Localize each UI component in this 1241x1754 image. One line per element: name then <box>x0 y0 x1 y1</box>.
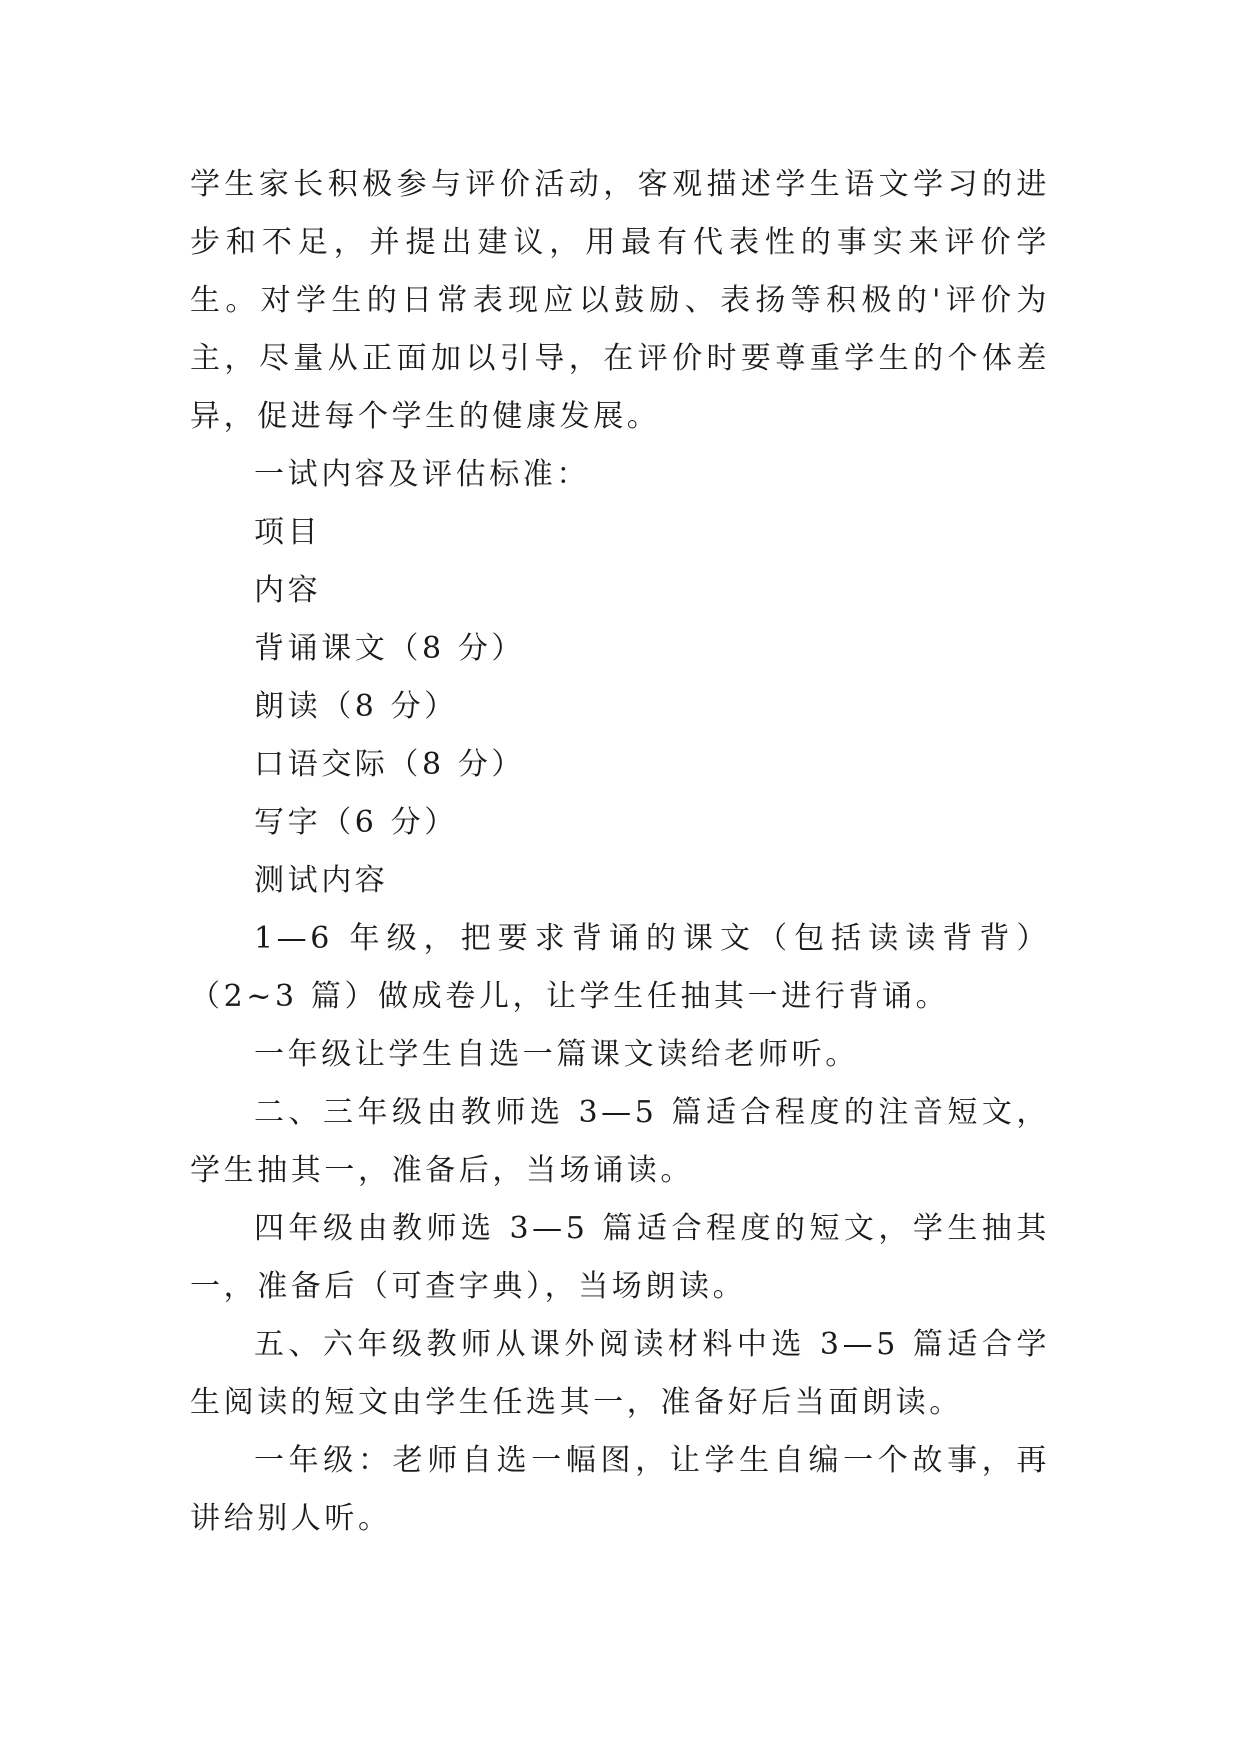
paragraph: 朗读（8 分） <box>254 689 458 724</box>
paragraph: 写字（6 分） <box>254 805 458 840</box>
paragraph: 内容 <box>254 573 322 608</box>
paragraph: 一试内容及评估标准： <box>254 457 590 492</box>
paragraph: 测试内容 <box>254 863 389 898</box>
document-body <box>190 156 1050 1548</box>
paragraph: 四年级由教师选 3—5 篇适合程度的短文，学生抽其一，准备后（可查字典），当场朗读。 <box>190 1211 1050 1304</box>
paragraph: 学生家长积极参与评价活动，客观描述学生语文学习的进步和不足，并提出建议，用最有代表性的事实来评价学生。对学生的日常表现应以鼓励、表扬等积极的'评价为主，尽量从正面加以引导，在评价时要尊重学生的个体差异，促进每个学生的健康发展。 <box>190 167 1050 434</box>
paragraph: 二、三年级由教师选 3—5 篇适合程度的注音短文，学生抽其一，准备后，当场诵读。 <box>190 1095 1050 1188</box>
paragraph: 背诵课文（8 分） <box>254 631 526 666</box>
paragraph: 口语交际（8 分） <box>254 747 526 782</box>
paragraph: 一年级让学生自选一篇课文读给老师听。 <box>254 1037 859 1072</box>
paragraph: 一年级：老师自选一幅图，让学生自编一个故事，再讲给别人听。 <box>190 1443 1050 1536</box>
paragraph: 1—6 年级，把要求背诵的课文（包括读读背背）（2~3 篇）做成卷儿，让学生任抽其一进行背诵。 <box>190 921 1050 1014</box>
paragraph: 五、六年级教师从课外阅读材料中选 3—5 篇适合学生阅读的短文由学生任选其一，准备好后当面朗读。 <box>190 1327 1050 1420</box>
paragraph: 项目 <box>254 515 322 550</box>
